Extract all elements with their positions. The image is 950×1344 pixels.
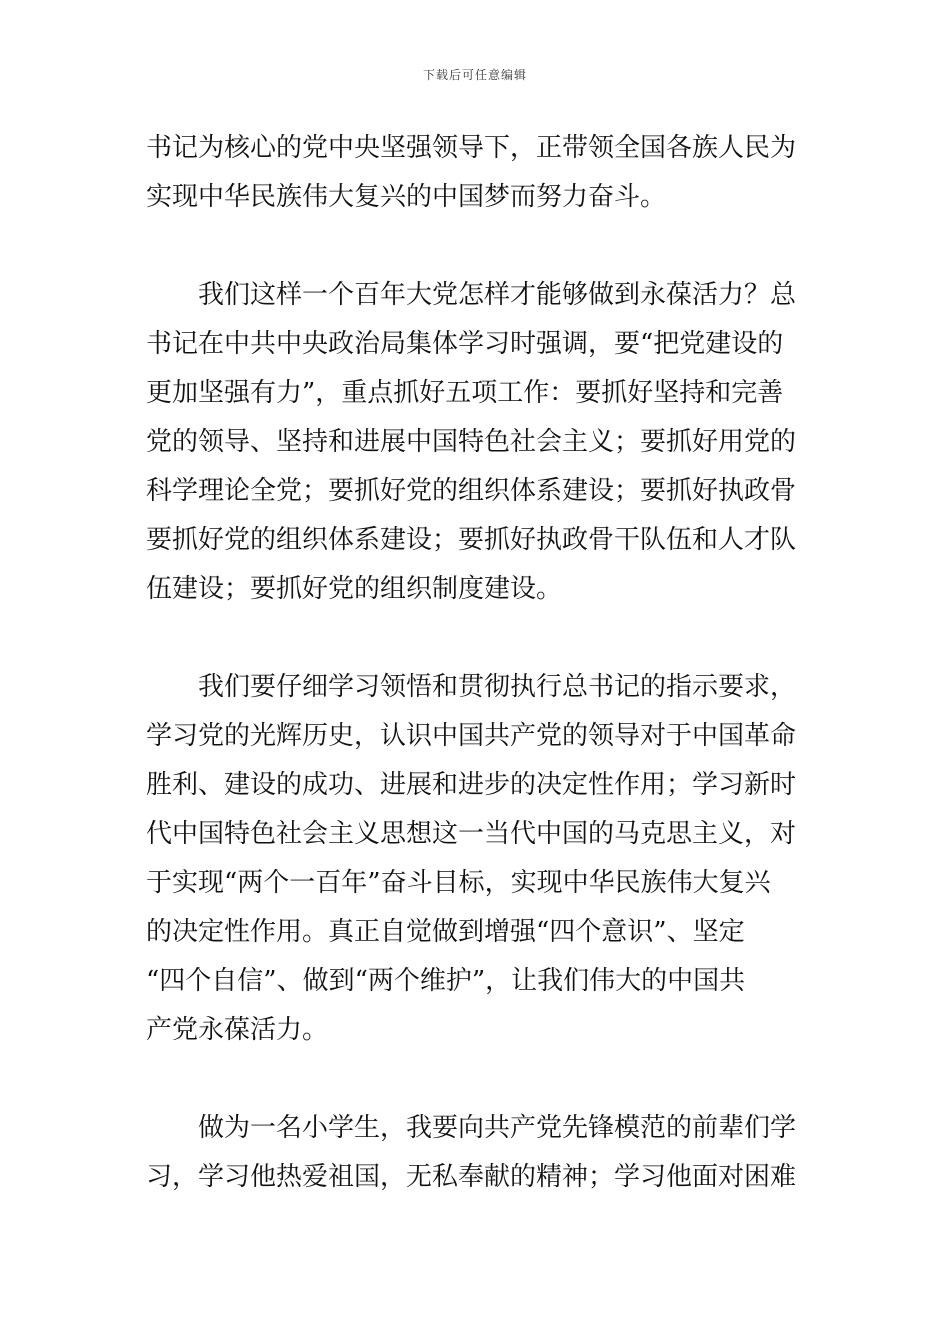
paragraph-gap	[146, 614, 808, 663]
paragraph-gap	[146, 1055, 808, 1104]
paragraph-3-line-1: 我们要仔细学习领悟和贯彻执行总书记的指示要求，	[198, 672, 797, 702]
paragraph-3-line-2: 学习党的光辉历史，认识中国共产党的领导对于中国革命	[146, 721, 797, 751]
paragraph-2-line-3: 更加坚强有力”，重点抓好五项工作：要抓好坚持和完善	[146, 378, 784, 408]
paragraph-3-line-3: 胜利、建设的成功、进展和进步的决定性作用；学习新时	[146, 770, 797, 800]
paragraph-2-line-2: 书记在中共中央政治局集体学习时强调，要“把党建设的	[146, 329, 784, 359]
paragraph-1-line-2: 实现中华民族伟大复兴的中国梦而努力奋斗。	[146, 182, 667, 212]
document-body	[146, 124, 808, 1202]
paragraph-3-line-6: 的决定性作用。真正自觉做到增强“四个意识”、坚定	[146, 917, 745, 947]
paragraph-4-line-1: 做为一名小学生，我要向共产党先锋模范的前辈们学	[198, 1113, 797, 1143]
paragraph-2-line-1: 我们这样一个百年大党怎样才能够做到永葆活力？总	[198, 280, 797, 310]
paragraph-1-line-1: 书记为核心的党中央坚强领导下，正带领全国各族人民为	[146, 133, 797, 163]
paragraph-3-line-4: 代中国特色社会主义思想这一当代中国的马克思主义，对	[146, 819, 797, 849]
header-note: 下载后可任意编辑	[422, 68, 527, 82]
paragraph-2-line-6: 要抓好党的组织体系建设；要抓好执政骨干队伍和人才队	[146, 525, 797, 555]
paragraph-4-line-2: 习，学习他热爱祖国，无私奉献的精神；学习他面对困难	[146, 1162, 797, 1192]
paragraph-3-line-5: 于实现“两个一百年”奋斗目标，实现中华民族伟大复兴	[146, 868, 771, 898]
paragraph-3-line-8: 产党永葆活力。	[146, 1015, 329, 1045]
paragraph-gap	[146, 222, 808, 271]
paragraph-2-line-7: 伍建设；要抓好党的组织制度建设。	[146, 574, 563, 604]
paragraph-3-line-7: “四个自信”、做到“两个维护”，让我们伟大的中国共	[146, 966, 746, 996]
paragraph-2-line-4: 党的领导、坚持和进展中国特色社会主义；要抓好用党的	[146, 427, 797, 457]
paragraph-2-line-5: 科学理论全党；要抓好党的组织体系建设；要抓好执政骨	[146, 476, 797, 506]
